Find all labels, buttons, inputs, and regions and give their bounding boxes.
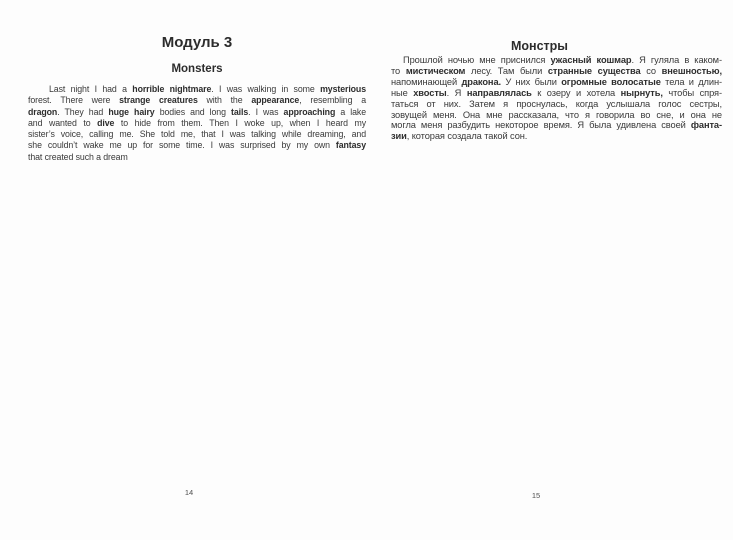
text-run: лесу. Там были — [465, 65, 548, 76]
text-run: she couldn’t wake me up for some time. I was surprised by my own — [28, 140, 336, 151]
text-run: . Я — [446, 87, 467, 98]
russian-text-paragraph — [391, 55, 722, 142]
text-line — [391, 99, 722, 110]
text-line — [391, 77, 722, 88]
text-run: могла меня разбудить некоторое время. Я была удивлена своей — [391, 120, 691, 131]
text-run: таться от них. Затем я проснулась, когда услышала голос сестры, — [391, 98, 722, 109]
text-run: напоминающей — [391, 76, 462, 87]
text-line — [391, 120, 722, 131]
text-run: к озеру и хотела — [531, 87, 621, 98]
text-run: to hide from them. Then I woke up, when I heard my — [114, 117, 366, 128]
right-section-title: Монстры — [511, 39, 568, 53]
bold-vocabulary-term: horrible nightmare — [132, 84, 212, 94]
bold-vocabulary-term: внешностью, — [661, 65, 722, 76]
text-run: with the — [197, 95, 252, 106]
bold-vocabulary-term: strange creatures — [119, 95, 198, 106]
bold-vocabulary-term: fantasy — [335, 140, 366, 151]
module-title: Модуль 3 — [161, 34, 233, 51]
text-run: . I was walking in some — [211, 84, 321, 94]
english-text-paragraph — [28, 84, 366, 163]
text-run: , которая создала такой сон. — [406, 131, 528, 142]
text-line — [28, 118, 366, 129]
left-section-title: Monsters — [171, 63, 223, 75]
bold-vocabulary-term: хвосты — [413, 87, 447, 98]
text-line — [28, 140, 366, 151]
text-line — [391, 131, 722, 142]
bold-vocabulary-term: approaching — [283, 106, 336, 117]
text-line — [28, 84, 366, 95]
text-line — [391, 110, 722, 121]
text-line — [391, 55, 722, 66]
bold-vocabulary-term: дракона. — [461, 76, 501, 87]
text-run: Прошлой ночью мне приснился — [403, 55, 551, 65]
text-run: Last night I had a — [49, 84, 133, 94]
bold-vocabulary-term: зии — [391, 131, 407, 142]
text-run: sister’s voice, calling me. She told me, that I was talking while dreaming, and — [28, 129, 366, 140]
text-line — [28, 152, 366, 163]
text-run: чтобы спря- — [662, 87, 722, 98]
bold-vocabulary-term: appearance — [251, 95, 300, 106]
bold-vocabulary-term: направлялась — [466, 87, 532, 98]
text-run: зовущей меня. Она мне рассказала, что я говорила во сне, и она не — [391, 109, 722, 120]
text-run: . I was — [248, 106, 284, 117]
text-run: ные — [391, 87, 414, 98]
bold-vocabulary-term: огромные волосатые — [561, 76, 661, 87]
bold-vocabulary-term: фанта- — [690, 120, 722, 131]
text-line — [28, 107, 366, 118]
bold-vocabulary-term: tails — [231, 106, 249, 117]
left-page-number: 14 — [184, 488, 194, 497]
text-run: forest. There were — [28, 95, 120, 106]
text-run: and wanted to — [28, 117, 98, 128]
bold-vocabulary-term: dive — [97, 117, 115, 128]
bold-vocabulary-term: нырнуть, — [620, 87, 663, 98]
text-line — [391, 66, 722, 77]
bold-vocabulary-term: странные существа — [547, 65, 641, 76]
text-run: , resembling a — [299, 95, 366, 106]
text-line — [28, 129, 366, 140]
text-line — [391, 88, 722, 99]
bold-vocabulary-term: huge hairy — [108, 106, 155, 117]
text-run: тела и длин- — [660, 76, 723, 87]
text-run: bodies and long — [154, 106, 232, 117]
bold-vocabulary-term: mysterious — [320, 84, 366, 94]
bold-vocabulary-term: ужасный кошмар — [550, 55, 632, 65]
text-run: то — [391, 65, 406, 76]
bold-vocabulary-term: мистическом — [405, 65, 466, 76]
text-run: . Я гуляла в каком- — [631, 55, 722, 65]
right-page-number: 15 — [531, 491, 541, 500]
text-run: a lake — [335, 106, 366, 117]
text-run: У них были — [501, 76, 562, 87]
text-run: that created such a dream — [28, 151, 128, 162]
text-line — [28, 95, 366, 106]
bold-vocabulary-term: dragon — [28, 106, 58, 117]
text-run: . They had — [57, 106, 109, 117]
text-run: со — [640, 65, 662, 76]
